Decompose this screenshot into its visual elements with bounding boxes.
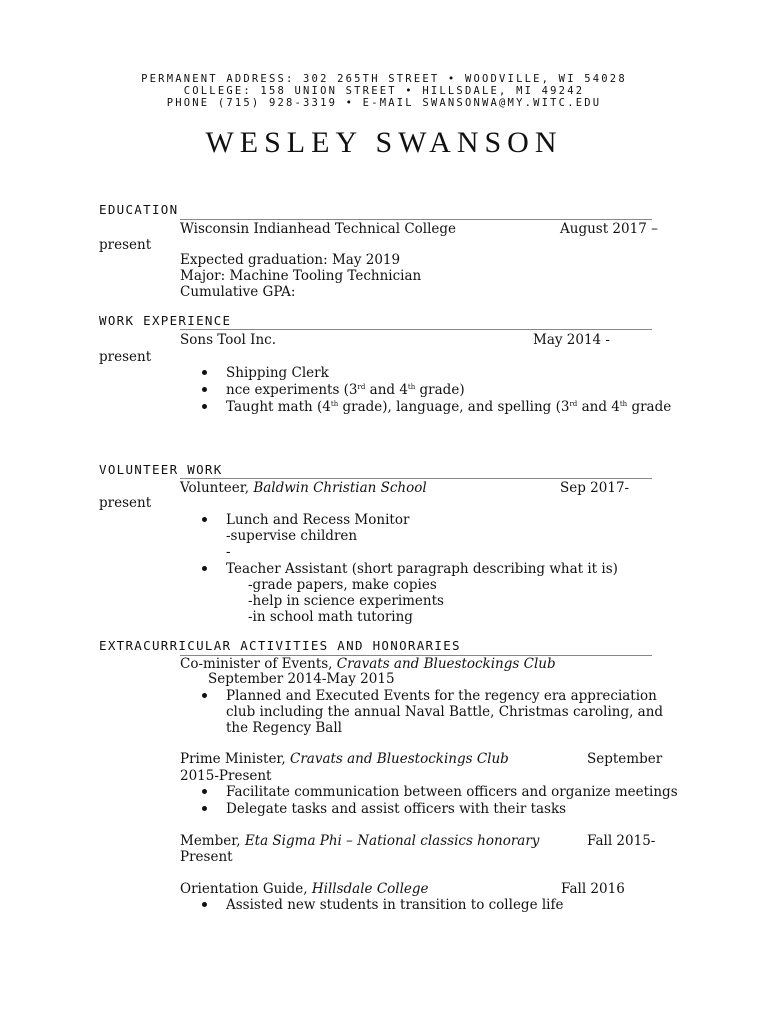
- bullet-icon: [202, 404, 207, 409]
- volunteer-sub-5: -in school math tutoring: [248, 609, 413, 625]
- activity-1-bullet-l3: the Regency Ball: [226, 720, 342, 736]
- volunteer-role: Volunteer, Baldwin Christian School: [180, 480, 427, 496]
- activity-1-dates: September 2014-May 2015: [208, 671, 395, 687]
- work-bullet-1: Shipping Clerk: [226, 365, 329, 381]
- volunteer-divider: [180, 478, 652, 479]
- resume-name: WESLEY SWANSON: [205, 126, 563, 159]
- education-major: Major: Machine Tooling Technician: [180, 268, 422, 284]
- contact-phone-email: PHONE (715) 928-3319 • E-MAIL SWANSONWA@MY.WITC.EDU: [166, 97, 602, 109]
- education-dates-cont: present: [99, 237, 152, 253]
- work-dates-cont: present: [99, 349, 152, 365]
- education-dates: August 2017 –: [560, 221, 658, 237]
- bullet-icon: [202, 387, 207, 392]
- bullet-icon: [202, 789, 207, 794]
- education-school: Wisconsin Indianhead Technical College: [180, 221, 457, 237]
- activity-2-bullet-1: Facilitate communication between officers and organize meetings: [226, 784, 678, 800]
- education-divider: [180, 219, 652, 220]
- volunteer-dates: Sep 2017-: [560, 480, 630, 496]
- bullet-icon: [202, 902, 207, 907]
- activity-1-bullet-l1: Planned and Executed Events for the regency era appreciation: [226, 688, 657, 704]
- volunteer-bullet-1: Lunch and Recess Monitor: [226, 512, 410, 528]
- work-divider: [180, 329, 652, 330]
- volunteer-sub-2: -: [226, 544, 231, 560]
- education-gpa: Cumulative GPA:: [180, 284, 296, 300]
- extracurricular-heading: EXTRACURRICULAR ACTIVITIES AND HONORARIES: [99, 638, 461, 653]
- activity-3-dates: Fall 2015-: [587, 833, 656, 849]
- volunteer-sub-4: -help in science experiments: [248, 593, 444, 609]
- work-employer: Sons Tool Inc.: [180, 332, 276, 348]
- activity-4-role: Orientation Guide, Hillsdale College: [180, 881, 429, 897]
- activity-2-role: Prime Minister, Cravats and Bluestockings Club: [180, 751, 509, 767]
- work-heading: WORK EXPERIENCE: [99, 313, 232, 328]
- volunteer-dates-cont: present: [99, 495, 152, 511]
- bullet-icon: [202, 566, 207, 571]
- volunteer-sub-3: -grade papers, make copies: [248, 577, 437, 593]
- activity-1-bullet-l2: club including the annual Naval Battle, Christmas caroling, and: [226, 704, 664, 720]
- bullet-icon: [202, 370, 207, 375]
- work-bullet-3: Taught math (4th grade), language, and spelling (3rd and 4th grade: [226, 399, 672, 415]
- work-bullet-2: nce experiments (3rd and 4th grade): [226, 382, 465, 398]
- activity-3-role: Member, Eta Sigma Phi – National classics honorary: [180, 833, 540, 849]
- education-graduation: Expected graduation: May 2019: [180, 252, 401, 268]
- activity-2-dates-cont: 2015-Present: [180, 768, 272, 784]
- work-dates: May 2014 -: [533, 332, 610, 348]
- volunteer-heading: VOLUNTEER WORK: [99, 462, 223, 477]
- volunteer-sub-1: -supervise children: [226, 528, 358, 544]
- activity-2-dates: September: [587, 751, 663, 767]
- activity-1-role: Co-minister of Events, Cravats and Bluestockings Club: [180, 656, 556, 672]
- bullet-icon: [202, 693, 207, 698]
- college-address: COLLEGE: 158 UNION STREET • HILLSDALE, MI 49242: [183, 85, 585, 97]
- volunteer-bullet-2: Teacher Assistant (short paragraph describing what it is): [226, 561, 618, 577]
- bullet-icon: [202, 806, 207, 811]
- activity-4-bullet-1: Assisted new students in transition to college life: [226, 897, 564, 913]
- activity-3-dates-cont: Present: [180, 849, 233, 865]
- activity-2-bullet-2: Delegate tasks and assist officers with their tasks: [226, 801, 567, 817]
- activity-4-dates: Fall 2016: [561, 881, 625, 897]
- education-heading: EDUCATION: [99, 202, 179, 217]
- bullet-icon: [202, 517, 207, 522]
- permanent-address: PERMANENT ADDRESS: 302 265TH STREET • WOODVILLE, WI 54028: [141, 73, 627, 85]
